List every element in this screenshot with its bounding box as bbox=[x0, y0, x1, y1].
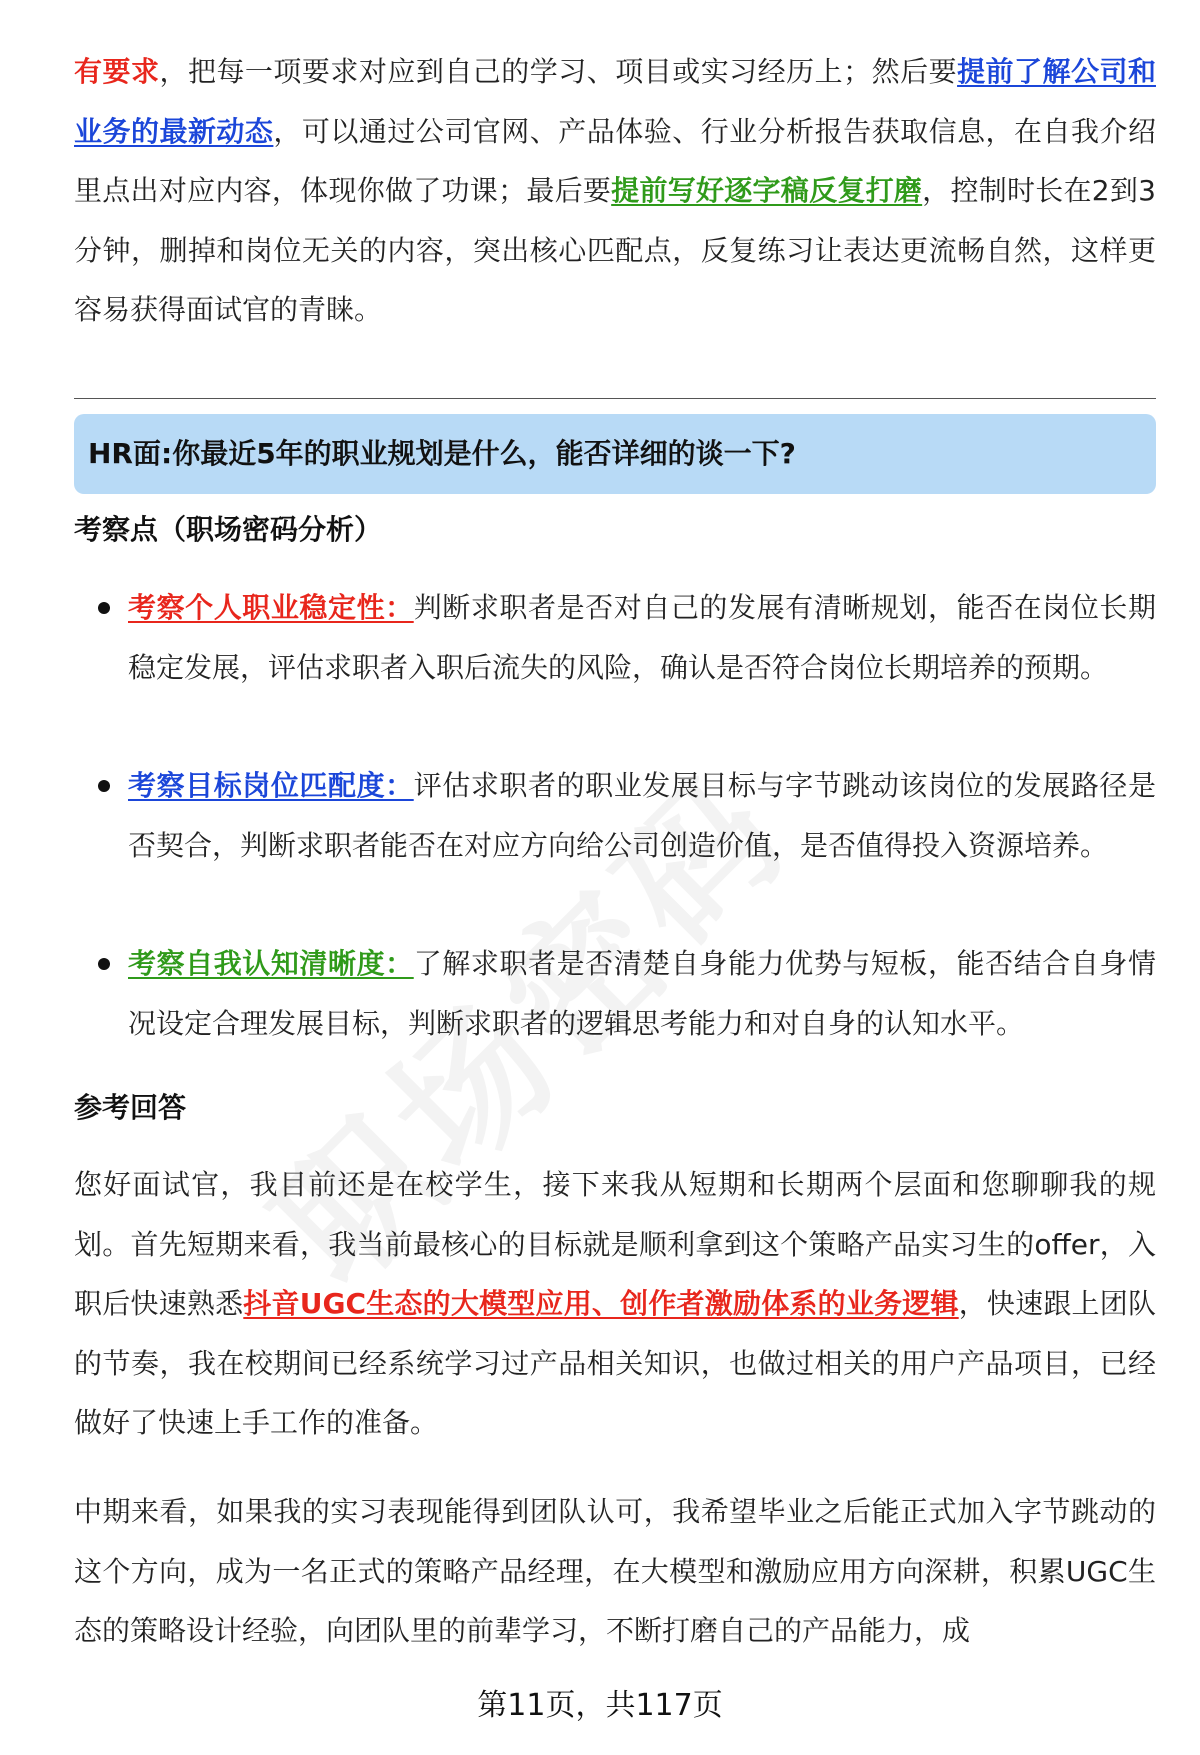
bullet-dot-icon bbox=[98, 602, 110, 614]
bullet-text: 判断求职者是否对自己的发展有清晰规划，能否在岗位长期稳定发展，评估求职者入职后流失的风险，确认是否符合岗位长期培养的预期。 bbox=[128, 591, 1156, 684]
question-box bbox=[74, 414, 1156, 494]
answer-paragraph-2: 中期来看，如果我的实习表现能得到团队认可，我希望毕业之后能正式加入字节跳动的这个方向，成为一名正式的策略产品经理，在大模型和激励应用方向深耕，积累UGC生态的策略设计经验，向团队里的前辈学习，不断打磨自己的产品能力，成 bbox=[74, 1495, 1156, 1647]
answer-text: ，快速跟上团队的节奏，我在校期间已经系统学习过产品相关知识，也做过相关的用户产品项目，已经做好了快速上手工作的准备。 bbox=[74, 1287, 1156, 1439]
section-heading-analysis: 考察点（职场密码分析） bbox=[74, 513, 383, 546]
answer-paragraph-1 bbox=[74, 1155, 1156, 1453]
bullet-dot-icon bbox=[98, 958, 110, 970]
answer-highlight-red: 抖音UGC生态的大模型应用、创作者激励体系的业务逻辑 bbox=[243, 1287, 959, 1320]
bullet-text: 评估求职者的职业发展目标与字节跳动该岗位的发展路径是否契合，判断求职者能否在对应方向给公司创造价值，是否值得投入资源培养。 bbox=[128, 769, 1156, 862]
intro-text: ，控制时长在2到3分钟，删掉和岗位无关的内容，突出核心匹配点，反复练习让表达更流畅自然，这样更容易获得面试官的青睐。 bbox=[74, 174, 1156, 326]
intro-text: ，把每一项要求对应到自己的学习、项目或实习经历上；然后要 bbox=[159, 55, 958, 88]
bullet-label: 考察自我认知清晰度： bbox=[128, 947, 414, 980]
answer-text: 您好面试官，我目前还是在校学生，接下来我从短期和长期两个层面和您聊聊我的规划。首先短期来看，我当前最核心的目标就是顺利拿到这个策略产品实习生的offer，入职后快速熟悉 bbox=[74, 1168, 1156, 1320]
bullet-dot-icon bbox=[98, 780, 110, 792]
intro-highlight-red: 有要求 bbox=[74, 55, 160, 88]
bullet-text: 了解求职者是否清楚自身能力优势与短板，能否结合自身情况设定合理发展目标，判断求职者的逻辑思考能力和对自身的认知水平。 bbox=[128, 947, 1156, 1040]
section-heading-answer: 参考回答 bbox=[74, 1091, 187, 1124]
intro-highlight-green: 提前写好逐字稿反复打磨 bbox=[611, 174, 923, 207]
question-title: HR面:你最近5年的职业规划是什么，能否详细的谈一下? bbox=[88, 437, 796, 470]
section-divider bbox=[74, 398, 1156, 399]
page-number: 第11页，共117页 bbox=[477, 1688, 723, 1723]
intro-text: ，可以通过公司官网、产品体验、行业分析报告获取信息，在自我介绍里点出对应内容，体现你做了功课；最后要 bbox=[74, 114, 1156, 207]
bullet-label: 考察个人职业稳定性： bbox=[128, 591, 414, 624]
intro-paragraph bbox=[74, 42, 1156, 340]
bullet-label: 考察目标岗位匹配度： bbox=[128, 769, 414, 802]
intro-highlight-blue: 提前了解公司和业务的最新动态 bbox=[74, 55, 1156, 148]
